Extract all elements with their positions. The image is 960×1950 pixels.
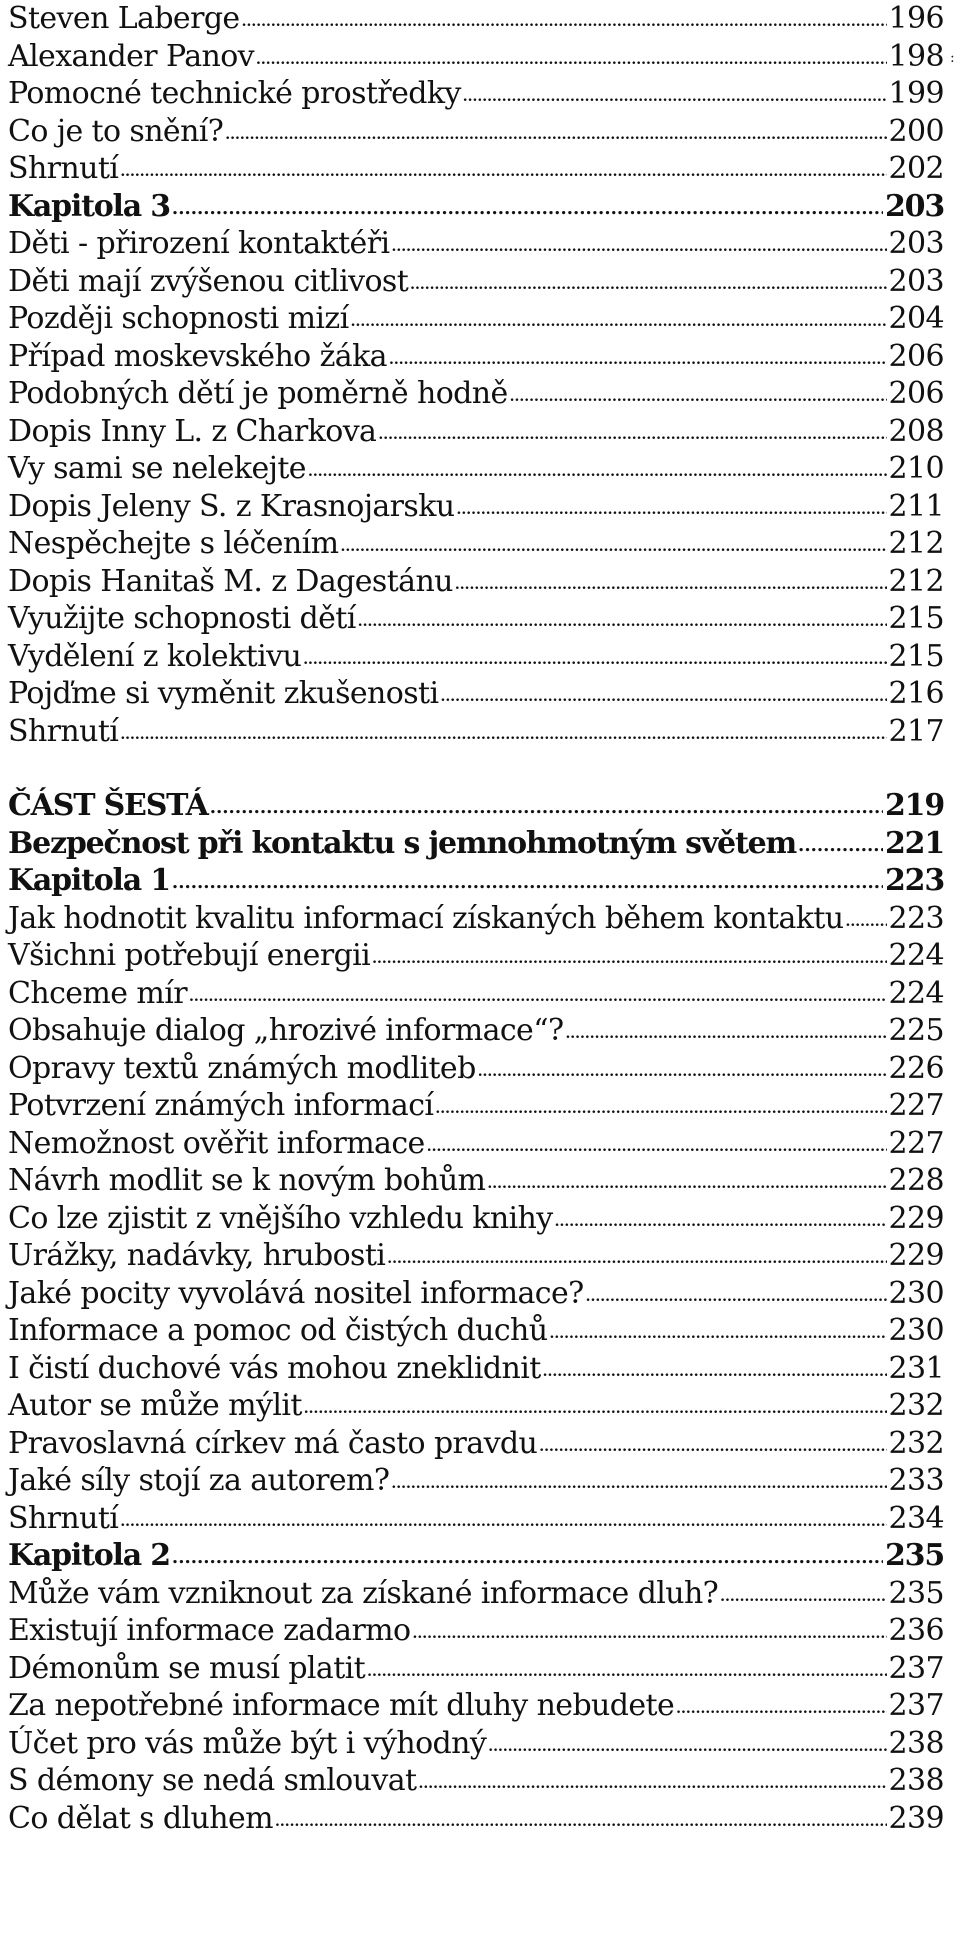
toc-entry-title: I čistí duchové vás mohou zneklidnit <box>8 1350 541 1386</box>
toc-entry-title: Vydělení z kolektivu <box>8 638 302 674</box>
toc-entry-title: Kapitola 1 <box>8 863 170 898</box>
toc-entry <box>8 1387 944 1425</box>
toc-heading-entry <box>8 1537 944 1575</box>
toc-entry-title: Děti mají zvýšenou citlivost <box>8 263 409 299</box>
toc-entry-title: Později schopnosti mizí <box>8 301 349 336</box>
toc-entry-title: Pravoslavná církev má často pravdu <box>8 1425 538 1461</box>
toc-entry-title: Návrh modlit se k novým bohům <box>8 1163 486 1198</box>
toc-entry-page-number: 237 <box>888 1650 944 1686</box>
toc-entry-page-number: 203 <box>888 226 944 261</box>
toc-entry-title: Shrnutí <box>8 151 119 186</box>
toc-entry <box>8 113 944 151</box>
toc-entry <box>8 1725 944 1763</box>
dot-leader <box>275 1798 887 1842</box>
toc-entry-page-number: 212 <box>888 526 944 561</box>
toc-heading-entry <box>8 188 944 226</box>
toc-entry <box>8 1762 944 1800</box>
toc-entry-title: Dopis Jeleny S. z Krasnojarsku <box>8 488 455 524</box>
toc-entry <box>8 1012 944 1050</box>
toc-heading-entry <box>8 825 944 863</box>
toc-entry-page-number: 196 <box>888 1 944 36</box>
toc-entry-page-number: 238 <box>888 1763 944 1798</box>
toc-entry-page-number: 206 <box>888 376 944 411</box>
toc-entry-title: Jaké pocity vyvolává nositel informace? <box>8 1275 584 1311</box>
toc-entry <box>8 300 944 338</box>
toc-entry-page-number: 229 <box>888 1200 944 1236</box>
toc-entry <box>8 0 944 38</box>
toc-entry-title: Kapitola 3 <box>8 188 170 224</box>
toc-entry-title: Jak hodnotit kvalitu informací získaných během kontaktu <box>8 900 844 936</box>
toc-entry-page-number: 216 <box>888 676 944 711</box>
toc-entry <box>8 150 944 188</box>
toc-entry-page-number: 235 <box>884 1538 944 1573</box>
toc-entry-page-number: 237 <box>888 1688 944 1723</box>
toc-entry <box>8 638 944 676</box>
toc-entry-page-number: 227 <box>888 1088 944 1123</box>
toc-entry-page-number: 221 <box>884 825 944 861</box>
toc-entry <box>8 600 944 638</box>
toc-entry <box>8 937 944 975</box>
toc-entry-title: Děti - přirození kontaktéři <box>8 226 390 261</box>
toc-entry-page-number: 202 <box>888 151 944 186</box>
table-of-contents <box>8 0 944 1837</box>
toc-entry <box>8 1650 944 1688</box>
toc-heading-entry <box>8 787 944 825</box>
toc-entry <box>8 1612 944 1650</box>
toc-entry-page-number: 231 <box>888 1350 944 1386</box>
toc-entry-title: Co lze zjistit z vnějšího vzhledu knihy <box>8 1200 553 1236</box>
toc-entry-title: Podobných dětí je poměrně hodně <box>8 376 508 411</box>
toc-entry-title: Démonům se musí platit <box>8 1650 366 1686</box>
toc-entry-title: Pomocné technické prostředky <box>8 76 461 111</box>
toc-entry-title: Účet pro vás může být i výhodný <box>8 1725 487 1761</box>
toc-entry <box>8 1087 944 1125</box>
toc-entry-title: Pojďme si vyměnit zkušenosti <box>8 676 439 711</box>
toc-entry-page-number: 215 <box>888 638 944 674</box>
toc-entry-title: Dopis Hanitaš M. z Dagestánu <box>8 563 453 599</box>
margin-mark: : <box>950 50 955 66</box>
toc-entry-title: Autor se může mýlit <box>8 1388 302 1423</box>
toc-entry <box>8 1125 944 1163</box>
toc-entry-title: Kapitola 2 <box>8 1538 170 1573</box>
toc-entry-title: Existují informace zadarmo <box>8 1613 411 1648</box>
toc-entry-page-number: 215 <box>888 601 944 636</box>
toc-entry-title: Případ moskevského žáka <box>8 338 387 374</box>
toc-entry-page-number: 217 <box>888 713 944 749</box>
toc-entry-page-number: 236 <box>888 1613 944 1648</box>
toc-entry-page-number: 224 <box>888 975 944 1011</box>
toc-entry-page-number: 210 <box>888 451 944 486</box>
toc-entry-title: Chceme mír <box>8 975 187 1011</box>
toc-entry-page-number: 212 <box>888 563 944 599</box>
toc-entry-title: Může vám vzniknout za získané informace dluh? <box>8 1575 719 1611</box>
toc-entry-page-number: 223 <box>884 863 944 898</box>
toc-entry <box>8 1800 944 1838</box>
toc-entry-page-number: 208 <box>888 413 944 449</box>
toc-entry-page-number: 230 <box>888 1313 944 1348</box>
toc-entry-title: Za nepotřebné informace mít dluhy nebudete <box>8 1688 675 1723</box>
toc-entry-page-number: 203 <box>884 188 944 224</box>
toc-entry-title: ČÁST ŠESTÁ <box>8 788 208 823</box>
toc-entry <box>8 1200 944 1238</box>
toc-entry-page-number: 233 <box>888 1463 944 1498</box>
toc-entry-title: Informace a pomoc od čistých duchů <box>8 1313 548 1348</box>
toc-entry-title: Shrnutí <box>8 1500 119 1536</box>
toc-entry-page-number: 228 <box>888 1163 944 1198</box>
toc-entry-title: Steven Laberge <box>8 1 240 36</box>
toc-entry <box>8 1312 944 1350</box>
toc-entry-title: Nemožnost ověřit informace <box>8 1125 425 1161</box>
toc-entry-page-number: 238 <box>888 1725 944 1761</box>
toc-entry-page-number: 227 <box>888 1125 944 1161</box>
toc-entry-title: Co dělat s dluhem <box>8 1800 273 1836</box>
toc-entry-page-number: 199 <box>888 76 944 111</box>
toc-entry <box>8 1500 944 1538</box>
toc-entry-page-number: 223 <box>888 900 944 936</box>
toc-entry <box>8 38 944 76</box>
toc-entry-title: Opravy textů známých modliteb <box>8 1050 476 1086</box>
dot-leader <box>172 1535 883 1577</box>
section-gap <box>8 750 944 787</box>
toc-entry-page-number: 229 <box>888 1238 944 1273</box>
toc-entry-page-number: 224 <box>888 938 944 973</box>
toc-entry-page-number: 206 <box>888 338 944 374</box>
toc-entry-page-number: 219 <box>884 788 944 823</box>
toc-entry-page-number: 226 <box>888 1050 944 1086</box>
toc-entry <box>8 1350 944 1388</box>
toc-entry-title: Jaké síly stojí za autorem? <box>8 1463 390 1498</box>
toc-entry <box>8 525 944 563</box>
toc-entry-title: Shrnutí <box>8 713 119 749</box>
dot-leader <box>210 785 883 827</box>
toc-entry <box>8 1237 944 1275</box>
toc-entry-title: Co je to snění? <box>8 113 224 149</box>
toc-entry <box>8 75 944 113</box>
toc-entry-page-number: 232 <box>888 1388 944 1423</box>
toc-entry <box>8 1425 944 1463</box>
toc-entry-page-number: 230 <box>888 1275 944 1311</box>
toc-entry <box>8 675 944 713</box>
toc-entry-page-number: 211 <box>888 488 944 524</box>
toc-entry-title: S démony se nedá smlouvat <box>8 1763 417 1798</box>
toc-entry <box>8 563 944 601</box>
toc-entry <box>8 1575 944 1613</box>
toc-entry <box>8 375 944 413</box>
toc-entry <box>8 450 944 488</box>
toc-entry-page-number: 198 <box>888 38 944 74</box>
toc-entry-title: Všichni potřebují energii <box>8 938 371 973</box>
toc-entry <box>8 1162 944 1200</box>
toc-entry-page-number: 232 <box>888 1425 944 1461</box>
toc-entry-page-number: 203 <box>888 263 944 299</box>
toc-section-part-six <box>8 787 944 1837</box>
toc-entry-page-number: 200 <box>888 113 944 149</box>
toc-entry <box>8 263 944 301</box>
toc-entry-page-number: 235 <box>888 1575 944 1611</box>
toc-entry <box>8 900 944 938</box>
toc-entry-title: Dopis Inny L. z Charkova <box>8 413 377 449</box>
toc-section-part-five-end <box>8 0 944 750</box>
toc-entry-title: Alexander Panov <box>8 38 255 74</box>
toc-entry-title: Bezpečnost při kontaktu s jemnohmotným světem <box>8 825 797 861</box>
toc-entry <box>8 1687 944 1725</box>
toc-entry <box>8 413 944 451</box>
toc-heading-entry <box>8 862 944 900</box>
toc-entry <box>8 338 944 376</box>
toc-entry-page-number: 225 <box>888 1013 944 1048</box>
toc-entry-page-number: 239 <box>888 1800 944 1836</box>
toc-entry <box>8 1275 944 1313</box>
toc-entry-title: Nespěchejte s léčením <box>8 526 339 561</box>
toc-entry-page-number: 204 <box>888 301 944 336</box>
dot-leader <box>120 711 886 755</box>
toc-entry-title: Obsahuje dialog „hrozivé informace“? <box>8 1013 564 1048</box>
dot-leader <box>172 860 883 902</box>
toc-entry-title: Potvrzení známých informací <box>8 1088 434 1123</box>
toc-entry-title: Urážky, nadávky, hrubosti <box>8 1238 386 1273</box>
toc-entry <box>8 713 944 751</box>
toc-entry <box>8 1050 944 1088</box>
toc-entry-page-number: 234 <box>888 1500 944 1536</box>
dot-leader <box>172 186 883 228</box>
toc-entry <box>8 488 944 526</box>
toc-entry <box>8 225 944 263</box>
toc-entry-title: Využijte schopnosti dětí <box>8 601 356 636</box>
toc-entry <box>8 975 944 1013</box>
toc-entry-title: Vy sami se nelekejte <box>8 451 306 486</box>
dot-leader <box>798 823 883 865</box>
toc-entry <box>8 1462 944 1500</box>
